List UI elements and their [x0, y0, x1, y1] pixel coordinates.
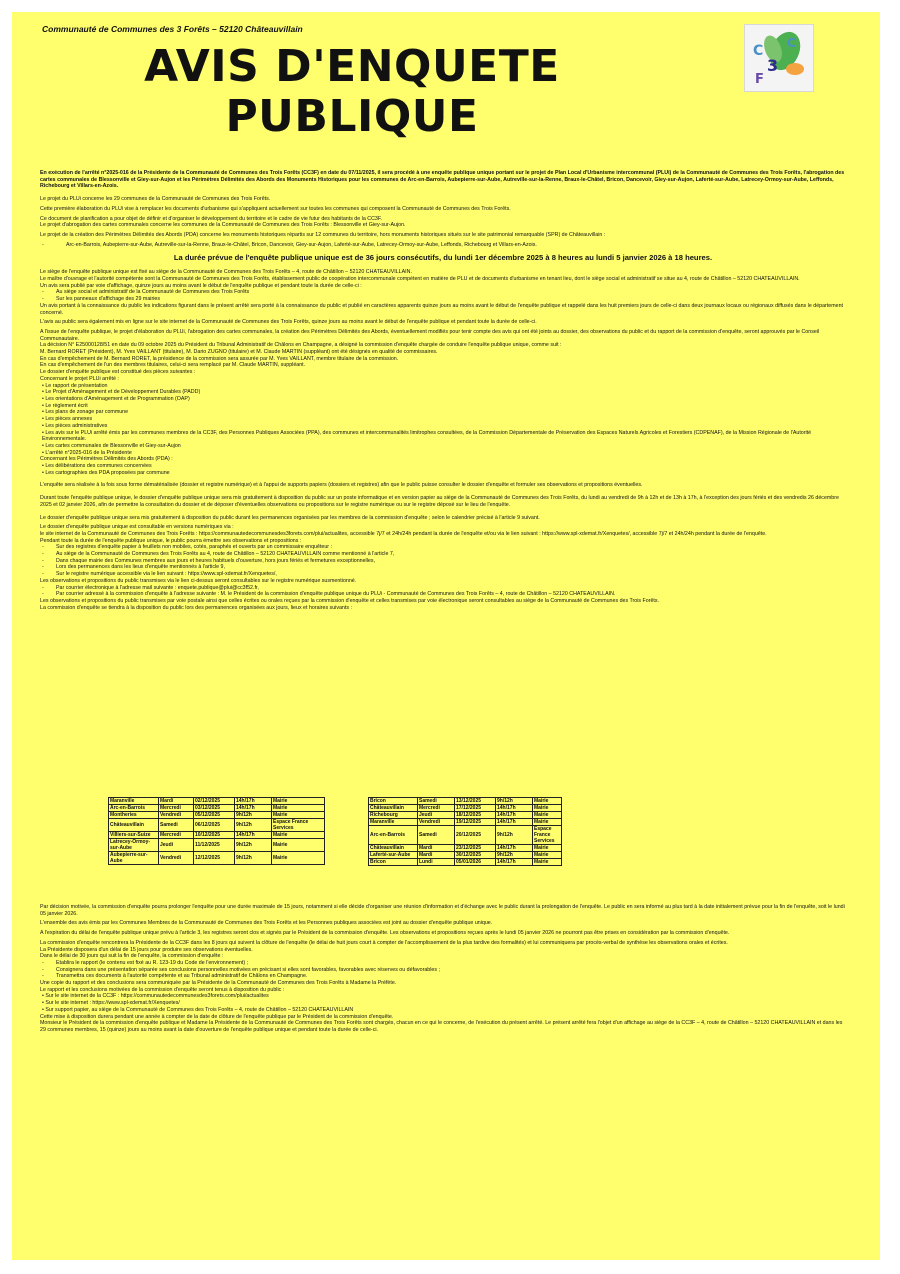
table-cell: Espace France Services: [533, 826, 562, 845]
paragraph: Les observations et propositions du public transmises via le lien ci-dessus seront consultables sur le registre numérique susmentionné.: [40, 577, 357, 584]
table-row: [109, 805, 325, 812]
table-cell: Montheries: [109, 812, 159, 819]
paragraph: Les observations et propositions du public transmises par voie postale ainsi que celles écrites ou orales reçues par la commission d'enquête et celles transmises par voie électronique seront consultables au siège de la Communauté de Communes des Trois Forêts.: [40, 597, 660, 604]
notice-body: [40, 170, 846, 614]
paragraph: Le siège de l'enquête publique unique est fixé au siège de la Communauté de Communes des Trois Forêts – 4, route de Châtillon – 52120 CHATEAUVILLAIN.: [40, 269, 412, 276]
svg-text:3: 3: [767, 56, 779, 75]
list-item: - Consignera dans une présentation séparée ses conclusions personnelles motivées en précisant si elles sont favorables, favorables avec réserves ou défavorables ;: [40, 967, 846, 974]
table-cell: Samedi: [159, 819, 194, 832]
paragraph: Le projet de la création des Périmètres Délimités des Abords (PDA) concerne les monuments historiques répartis sur 12 communes du territoire, hors monuments historiques situés sur le site patrimonial remarquable (SPR) de Châteauvillain :: [40, 231, 606, 238]
paragraph: Cette mise à disposition durera pendant une année à compter de la date de clôture de l'enquête publique par le Président de la commission d'enquête.: [40, 1013, 394, 1020]
table-cell: Aubepierre-sur-Aube: [109, 852, 159, 865]
list-item: - Lors des permanences dans les lieux d'enquête mentionnés à l'article 9,: [40, 564, 846, 571]
table-row: [109, 798, 325, 805]
list-item: - Par courrier électronique à l'adresse mail suivante : enquete.publique@plui@cc3f52.fr,: [40, 585, 846, 592]
list-item: • Les cartes communales de Blessonville et Giey-sur-Aujon: [40, 443, 846, 450]
table-cell: Arc-en-Barrois: [109, 805, 159, 812]
table-cell: Vendredi: [418, 819, 455, 826]
paragraph: Le dossier d'enquête publique est constitué des pièces suivantes :: [40, 369, 196, 376]
list-item: - Au siège de la Communauté de Communes des Trois Forêts au 4, route de Châtillon – 52120 CHATEAUVILLAIN comme mentionné à l'article 7,: [40, 551, 846, 558]
permanences-table-left: [108, 797, 325, 865]
paragraph: A l'issue de l'enquête publique, le projet d'élaboration du PLUi, l'abrogation des cartes communales, la création des Périmètres Délimités des Abords, éventuellement modifiés pour tenir compte des avis qui ont été joints au dossier, des observations du public et du rapport de la commission d'enquête, seront approuvés par le Conseil Communautaire.: [40, 328, 820, 342]
table-cell: Mercredi: [159, 805, 194, 812]
table-cell: 18/12/2025: [455, 812, 496, 819]
paragraph: Par décision motivée, la commission d'enquête pourra prolonger l'enquête pour une durée maximale de 15 jours, notamment si elle décide d'organiser une réunion d'information et d'échange avec le public durant la prolongation de l'enquête. Le public en sera informé au plus tard à la date initialement prévue pour la fin de l'enquête, soit le lundi 05 janvier 2026.: [40, 904, 845, 917]
paragraph: Le maître d'ouvrage et l'autorité compétente sont la Communauté de Communes des Trois Forêts, établissement public de coopération intercommunale compétent en matière de PLU et de documents d'urbanisme en tenant lieu, dont le siège social et administratif se situe au 4, route de Châtillon – 52120 CHATEAUVILLAIN.: [40, 276, 800, 283]
paragraph: Cette première élaboration du PLUi vise à remplacer les documents d'urbanisme qui s'appliquent actuellement sur toutes les communes qui composent la Communauté de Communes des Trois Forêts.: [40, 205, 511, 212]
table-row: [109, 832, 325, 839]
table-cell: Châteauvillain: [109, 819, 159, 832]
paragraph: Le rapport et les conclusions motivées de la commission d'enquête seront tenus à disposition du public :: [40, 986, 285, 993]
paragraph: Pendant toute la durée de l'enquête publique unique, le public pourra émettre ses observations et propositions :: [40, 537, 302, 544]
table-row: [369, 798, 562, 805]
paragraph: M. Bernard RORET (Président), M. Yves VAILLANT (titulaire), M. Dario ZUGNO (titulaire) et M. Claude MARTIN (suppléant) ont été désignés en qualité de commissaires.: [40, 349, 438, 356]
table-cell: Mardi: [418, 845, 455, 852]
table-cell: Arc-en-Barrois: [369, 826, 418, 845]
cc3f-logo: [744, 24, 814, 92]
title-line-2: PUBLIQUE: [225, 91, 479, 142]
list-item: • Les plans de zonage par commune: [40, 409, 846, 416]
paragraph: L'enquête sera réalisée à la fois sous forme dématérialisée (dossier et registre numérique) et à l'appui de supports papiers (dossiers et registres) afin que le public puisse consulter le dossier d'enquête et formuler ses observations et propositions éventuelles.: [40, 482, 643, 489]
list-item: • Le Projet d'Aménagement et de Développement Durables (PADD): [40, 389, 846, 396]
table-cell: Richebourg: [369, 812, 418, 819]
table-cell: Maranville: [109, 798, 159, 805]
lead-paragraph: En exécution de l'arrêté n°2025-016 de la Présidente de la Communauté de Communes des Trois Forêts (CC3F) en date du 07/11/2025, il sera procédé à une enquête publique unique portant sur le projet de Plan Local d'Urbanisme intercommunal (PLUi) de la Communauté de Communes des Trois Forêts, l'abrogation des cartes communales de Blessonville et Giey-sur-Aujon et les Périmètres Délimités des Abords des Monuments Historiques pour les communes de Arc-en-Barrois, Aubepierre-sur-Aube, Autreville-sur-la-Renne, Braux-le-Châtel, Bricon, Dancevoir, Giey-sur-Aujon, Laferté-sur-Aube, Latrecey-Ormoy-sur-Aube, Leffonds, Richebourg et Villars-en-Azois.: [40, 170, 845, 190]
table-cell: 14h/17h: [235, 805, 272, 812]
paragraph: Le projet d'abrogation des cartes communales concerne les communes de la Communauté de Communes des Trois Forêts : Blessonville et Giey-sur-Aujon.: [40, 222, 406, 229]
table-cell: Mairie: [533, 845, 562, 852]
permanences-table-right: [368, 797, 562, 866]
table-cell: 14h/17h: [235, 832, 272, 839]
table-cell: Vendredi: [159, 812, 194, 819]
table-cell: Mairie: [272, 798, 325, 805]
paragraph: Monsieur le Président de la commission d'enquête publique et Madame la Présidente de la Communauté de Communes des Trois Forêts sont chargés, chacun en ce qui le concerne, de l'exécution du présent arrêté. Le présent arrêté fera l'objet d'un affichage au siège de la CC3F – 4, route de Châtillon – 52120 CHATEAUVILLAIN et dans les 29 communes membres, 15 (quinze) jours au moins avant la date d'ouverture de l'enquête publique unique et pendant toute la durée de celle-ci.: [40, 1020, 843, 1033]
table-cell: Mairie: [272, 852, 325, 865]
list-item: - Par courrier adressé à la commission d'enquête à l'adresse suivante : M. le Président de la commission d'enquête publique unique du PLUi - Communauté de Communes des Trois Forêts – 4, route de Châtillon – 52120 CHATEAUVILLAIN.: [40, 591, 846, 598]
list-item: - Transmettra ces documents à l'autorité compétente et au Tribunal administratif de Châlons en Champagne.: [40, 973, 846, 980]
table-row: [369, 819, 562, 826]
table-row: [109, 852, 325, 865]
table-row: [109, 812, 325, 819]
paragraph: L'avis au public sera également mis en ligne sur le site internet de la Communauté de Communes des Trois Forêts, quinze jours au moins avant le début de l'enquête publique et pendant toute la durée de celle-ci.: [40, 319, 537, 326]
table-cell: 30/12/2025: [455, 852, 496, 859]
table-cell: 13/12/2025: [455, 798, 496, 805]
table-cell: 23/12/2025: [455, 845, 496, 852]
table-cell: Latrecey-Ormoy-sur-Aube: [109, 839, 159, 852]
table-cell: Espace France Services: [272, 819, 325, 832]
table-row: [369, 805, 562, 812]
paragraph: Dans le délai de 30 jours qui suit la fin de l'enquête, la commission d'enquête :: [40, 953, 224, 960]
list-item: • Les pièces annexes: [40, 416, 846, 423]
paragraph: Concernant les Périmètres Délimités des Abords (PDA) :: [40, 456, 173, 463]
leaf-logo-icon: [745, 25, 813, 91]
table-cell: 03/12/2025: [194, 805, 235, 812]
table-cell: 06/12/2025: [194, 819, 235, 832]
table-cell: 14h/17h: [235, 798, 272, 805]
table-cell: Samedi: [418, 826, 455, 845]
table-cell: Jeudi: [159, 839, 194, 852]
table-cell: Châteauvillain: [369, 845, 418, 852]
list-item: • Les pièces administratives: [40, 423, 846, 430]
list-item: - Sur des registres d'enquête papier à feuillets non mobiles, cotés, paraphés et ouverts par un commissaire enquêteur :: [40, 544, 846, 551]
table-cell: Châteauvillain: [369, 805, 418, 812]
table-cell: Lundi: [418, 859, 455, 866]
list-item: • Sur support papier, au siège de la Communauté de Communes des Trois Forêts – 4, route de Châtillon – 52120 CHATEAUVILLAIN: [40, 1007, 846, 1014]
table-cell: 11/12/2025: [194, 839, 235, 852]
table-cell: Samedi: [418, 798, 455, 805]
table-row: [369, 826, 562, 845]
table-cell: Villiers-sur-Suize: [109, 832, 159, 839]
paragraph: La commission d'enquête se tiendra à la disposition du public lors des permanences organisées aux jours, lieux et horaires suivants :: [40, 604, 352, 611]
table-cell: Mardi: [418, 852, 455, 859]
pda-communes: - Arc-en-Barrois, Aubepierre-sur-Aube, Autreville-sur-la-Renne, Braux-le-Châtel, Bricon, Dancevoir, Giey-sur-Aujon, Laferté-sur-Aube, Latrecey-Ormoy-sur-Aube, Leffonds, Richebourg et Villars-en-Azois.: [40, 242, 846, 249]
paragraph: La Présidente disposera d'un délai de 15 jours pour produire ses observations éventuelles.: [40, 946, 253, 953]
table-cell: Mairie: [533, 859, 562, 866]
paragraph: Ce document de planification a pour objet de définir et d'organiser le développement du territoire et le cadre de vie futur des habitants de la CC3F.: [40, 215, 382, 222]
list-item: • Sur le site internet de la CC3F : https://communautedecommunesdes3forets.com/plui/actualites: [40, 993, 846, 1000]
title-line-1: AVIS D'ENQUETE: [144, 41, 560, 92]
table-cell: Mercredi: [418, 805, 455, 812]
table-cell: 05/01/2026: [455, 859, 496, 866]
paragraph: Un avis sera publié par voie d'affichage, quinze jours au moins avant le début de l'enquête publique et pendant toute la durée de celle-ci :: [40, 282, 362, 289]
duration-statement: La durée prévue de l'enquête publique unique est de 36 jours consécutifs, du lundi 1er décembre 2025 à 8 heures au lundi 5 janvier 2026 à 18 heures.: [173, 253, 713, 263]
table-cell: Mairie: [533, 812, 562, 819]
table-cell: 02/12/2025: [194, 798, 235, 805]
list-item: • L'arrêté n°2025-016 de la Présidente: [40, 450, 846, 457]
list-item: - Dans chaque mairie des Communes membres aux jours et heures habituels d'ouverture, hors jours fériés et fermetures exceptionnelles,: [40, 558, 846, 565]
list-item: • Le règlement écrit: [40, 403, 846, 410]
table-cell: Mardi: [159, 798, 194, 805]
table-cell: 9h/12h: [496, 798, 533, 805]
table-cell: 10/12/2025: [194, 832, 235, 839]
table-row: [369, 852, 562, 859]
table-row: [369, 812, 562, 819]
table-cell: 19/12/2025: [455, 819, 496, 826]
list-item: • Les avis sur le PLUi arrêté émis par les communes membres de la CC3F, des Personnes Publiques Associées (PPA), des communes et intercommunalités limitrophes consultées, de la Commission Départementale de Préservation des Espaces Naturels Agricoles et Forestiers (CDPENAF), de la Mission Régionale de l'Autorité Environnementale.: [40, 430, 846, 443]
page-title: [142, 42, 562, 142]
table-cell: 14h/17h: [496, 819, 533, 826]
paragraph: Une copie du rapport et des conclusions sera communiquée par la Présidente de la Communauté de Communes des Trois Forêts à Madame la Préfète.: [40, 980, 397, 987]
paragraph: L'ensemble des avis émis par les Communes Membres de la Communauté de Communes des Trois Forêts et les Personnes publiques associées est joint au dossier d'enquête publique unique.: [40, 920, 493, 927]
table-cell: 17/12/2025: [455, 805, 496, 812]
table-cell: Jeudi: [418, 812, 455, 819]
table-cell: 9h/12h: [235, 839, 272, 852]
list-item: • Le rapport de présentation: [40, 383, 846, 390]
table-cell: Mercredi: [159, 832, 194, 839]
paragraph: Concernant le projet PLUi arrêté :: [40, 375, 119, 382]
table-cell: 14h/17h: [496, 845, 533, 852]
list-item: • Les délibérations des communes concernées: [40, 463, 846, 470]
table-cell: 9h/12h: [235, 812, 272, 819]
paragraph: En cas d'empêchement de l'un des membres titulaires, celui-ci sera remplacé par M. Claude MARTIN, suppléant.: [40, 362, 306, 369]
paragraph: Le projet du PLUi concerne les 29 communes de la Communauté de Communes des Trois Forêts.: [40, 196, 271, 203]
list-item: - Etablira le rapport (le contenu est fixé au R. 123-19 du Code de l'environnement) ;: [40, 960, 846, 967]
table-cell: 05/12/2025: [194, 812, 235, 819]
list-item: • Les orientations d'Aménagement et de Programmation (OAP): [40, 396, 846, 403]
table-cell: Mairie: [272, 839, 325, 852]
table-cell: Mairie: [533, 819, 562, 826]
table-cell: Vendredi: [159, 852, 194, 865]
table-row: [369, 859, 562, 866]
paragraph: A l'expiration du délai de l'enquête publique unique prévu à l'article 3, les registres seront clos et signés par le Président de la commission d'enquête. Les observations et propositions reçues après le lundi 05 janvier 2026 ne pourront pas être prises en considération par la commission d'enquête.: [40, 930, 730, 937]
table-cell: Mairie: [533, 798, 562, 805]
table-cell: 9h/12h: [235, 819, 272, 832]
paragraph: Durant toute l'enquête publique unique, le dossier d'enquête publique unique sera mis gratuitement à disposition du public sur un poste informatique et en version papier au siège de la Communauté de Communes des Trois Forêts, du lundi au vendredi de 9h à 12h et de 13h à 17h, à l'exception des jours fériés et des vendredis 26 décembre 2025 et 02 janvier 2026, afin de permettre la consultation du dossier et de déposer d'éventuelles observations ou propositions sur le registre numérique ou sur le registre déposé sur le lieu de l'enquête.: [40, 495, 839, 508]
paragraph: En cas d'empêchement de M. Bernard RORET, la présidence de la commission sera assurée par M. Yves VAILLANT, membre titulaire de la commission.: [40, 355, 399, 362]
table-cell: Laferté-sur-Aube: [369, 852, 418, 859]
table-cell: 9h/12h: [496, 852, 533, 859]
table-cell: Bricon: [369, 859, 418, 866]
table-row: [369, 845, 562, 852]
poster: [12, 12, 880, 1260]
list-item: • Les cartographies des PDA proposées par commune: [40, 470, 846, 477]
table-cell: 9h/12h: [235, 852, 272, 865]
table-row: [109, 839, 325, 852]
notice-body-end: [40, 904, 846, 1037]
paragraph: Le dossier d'enquête publique unique sera mis gratuitement à disposition du public durant les permanences organisées par les membres de la commission d'enquête ; selon le calendrier précisé à l'article 9 suivant.: [40, 514, 540, 521]
table-row: [109, 819, 325, 832]
list-item: - Sur le registre numérique accessible via le lien suivant : https://www.spl-xdemat.fr/Xenquetes/,: [40, 571, 846, 578]
commune-header: Communauté de Communes des 3 Forêts – 52120 Châteauvillain: [42, 24, 303, 34]
list-item: - Au siège social et administratif de la Communauté de Communes des Trois Forêts: [40, 289, 846, 296]
table-cell: Mairie: [272, 812, 325, 819]
table-cell: Mairie: [533, 805, 562, 812]
paragraph: Le dossier d'enquête publique unique est consultable en versions numériques via :: [40, 524, 234, 531]
paragraph: Un avis portant à la connaissance du public les indications figurant dans le présent arrêté sera porté à la connaissance du public et publié en caractères apparents quinze jours au moins avant le début de l'enquête publique et rappelé dans les huit premiers jours de celle-ci dans deux journaux locaux ou régionaux diffusés dans le département concerné.: [40, 302, 844, 316]
paragraph: le site internet de la Communauté de Communes des Trois Forêts : https://communautedecommunesdes3forets.com/plui/actualites, accessible 7j/7 et 24h/24h pendant la durée de l'enquête et/ou via le lien suivant : https://www.spl-xdemat.fr/Xenquetes/, accessible 7j/7 et 24h/24h pendant la durée de l'enquête.: [40, 530, 767, 537]
table-cell: 14h/17h: [496, 805, 533, 812]
list-item: • Sur le site internet : https://www.spl-xdemat.fr/Xenquetes/: [40, 1000, 846, 1007]
table-cell: 14h/17h: [496, 859, 533, 866]
table-cell: Mairie: [533, 852, 562, 859]
paragraph: La décision N° E25000128/51 en date du 09 octobre 2025 du Président du Tribunal Administratif de Châlons en Champagne, a désigné la commission d'enquête chargée de conduire l'enquête publique unique, comme suit :: [40, 342, 562, 349]
table-cell: Mairie: [272, 832, 325, 839]
table-cell: 20/12/2025: [455, 826, 496, 845]
list-item: - Sur les panneaux d'affichage des 29 mairies: [40, 296, 846, 303]
svg-text:C: C: [787, 36, 796, 50]
svg-text:C: C: [753, 43, 764, 59]
svg-text:F: F: [755, 72, 764, 87]
table-cell: 12/12/2025: [194, 852, 235, 865]
table-cell: Mairie: [272, 805, 325, 812]
table-cell: 14h/17h: [496, 812, 533, 819]
table-cell: Maranville: [369, 819, 418, 826]
table-cell: Bricon: [369, 798, 418, 805]
table-cell: 9h/12h: [496, 826, 533, 845]
paragraph: La commission d'enquête rencontrera la Présidente de la CC3F dans les 8 jours qui suivent la clôture de l'enquête (le délai de huit jours court à compter de l'accomplissement de la plus tardive des formalités) et lui communiquera par procès-verbal de synthèse les observations orales et écrites.: [40, 939, 728, 946]
